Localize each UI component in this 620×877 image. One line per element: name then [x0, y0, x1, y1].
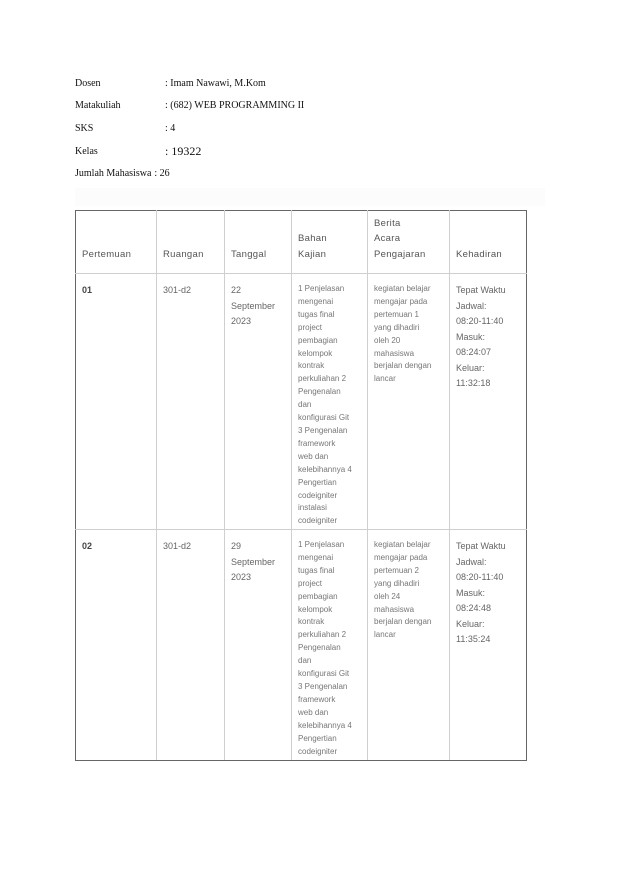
info-dosen [75, 72, 304, 95]
table-row [76, 274, 527, 530]
attendance-table [75, 210, 527, 761]
course-info [75, 72, 304, 185]
kehadiran-cell: Tepat Waktu Jadwal: 08:20-11:40 Masuk: 08:24:48 Keluar: 11:35:24 [450, 530, 527, 761]
table-header-row [76, 211, 527, 274]
jumlah-mahasiswa-value: : 26 [154, 168, 170, 180]
sks-label: SKS [75, 122, 94, 134]
faint-divider [75, 188, 545, 206]
info-sks [75, 117, 304, 140]
info-matakuliah [75, 95, 304, 118]
tanggal-cell: 22 September 2023 [225, 274, 292, 530]
ruangan-cell: 301-d2 [157, 274, 225, 530]
berita-acara-cell: kegiatan belajar mengajar pada pertemuan 1 yang dihadiri oleh 20 mahasiswa berjalan dengan lancar [368, 274, 450, 530]
matakuliah-label: Matakuliah [75, 100, 121, 112]
bahan-kajian-cell: 1 Penjelasan mengenai tugas final project pembagian kelompok kontrak perkuliahan 2 Pengenalan dan konfigurasi Git 3 Pengenalan framework web dan kelebihannya 4 Pengertian codeigniter instalasi codeigniter [292, 274, 368, 530]
berita-acara-cell: kegiatan belajar mengajar pada pertemuan 2 yang dihadiri oleh 24 mahasiswa berjalan dengan lancar [368, 530, 450, 761]
header-tanggal: Tanggal [225, 211, 292, 274]
dosen-value: : Imam Nawawi, M.Kom [165, 77, 266, 89]
kelas-value: : 19322 [165, 143, 202, 158]
bahan-kajian-cell: 1 Penjelasan mengenai tugas final project pembagian kelompok kontrak perkuliahan 2 Pengenalan dan konfigurasi Git 3 Pengenalan framework web dan kelebihannya 4 Pengertian codeigniter [292, 530, 368, 761]
dosen-label: Dosen [75, 77, 101, 89]
matakuliah-value: : (682) WEB PROGRAMMING II [165, 100, 305, 112]
header-berita-acara: Berita Acara Pengajaran [368, 211, 450, 274]
pertemuan-cell: 02 [76, 530, 157, 761]
jumlah-mahasiswa-label: Jumlah Mahasiswa [75, 168, 152, 180]
sks-value: : 4 [165, 122, 176, 134]
header-kehadiran: Kehadiran [450, 211, 527, 274]
tanggal-cell: 29 September 2023 [225, 530, 292, 761]
ruangan-cell: 301-d2 [157, 530, 225, 761]
kelas-label: Kelas [75, 145, 98, 157]
header-ruangan: Ruangan [157, 211, 225, 274]
info-jumlah-mahasiswa [75, 162, 304, 185]
table-row [76, 530, 527, 761]
pertemuan-cell: 01 [76, 274, 157, 530]
header-bahan-kajian: Bahan Kajian [292, 211, 368, 274]
kehadiran-cell: Tepat Waktu Jadwal: 08:20-11:40 Masuk: 08:24:07 Keluar: 11:32:18 [450, 274, 527, 530]
header-pertemuan: Pertemuan [76, 211, 157, 274]
info-kelas [75, 140, 304, 163]
